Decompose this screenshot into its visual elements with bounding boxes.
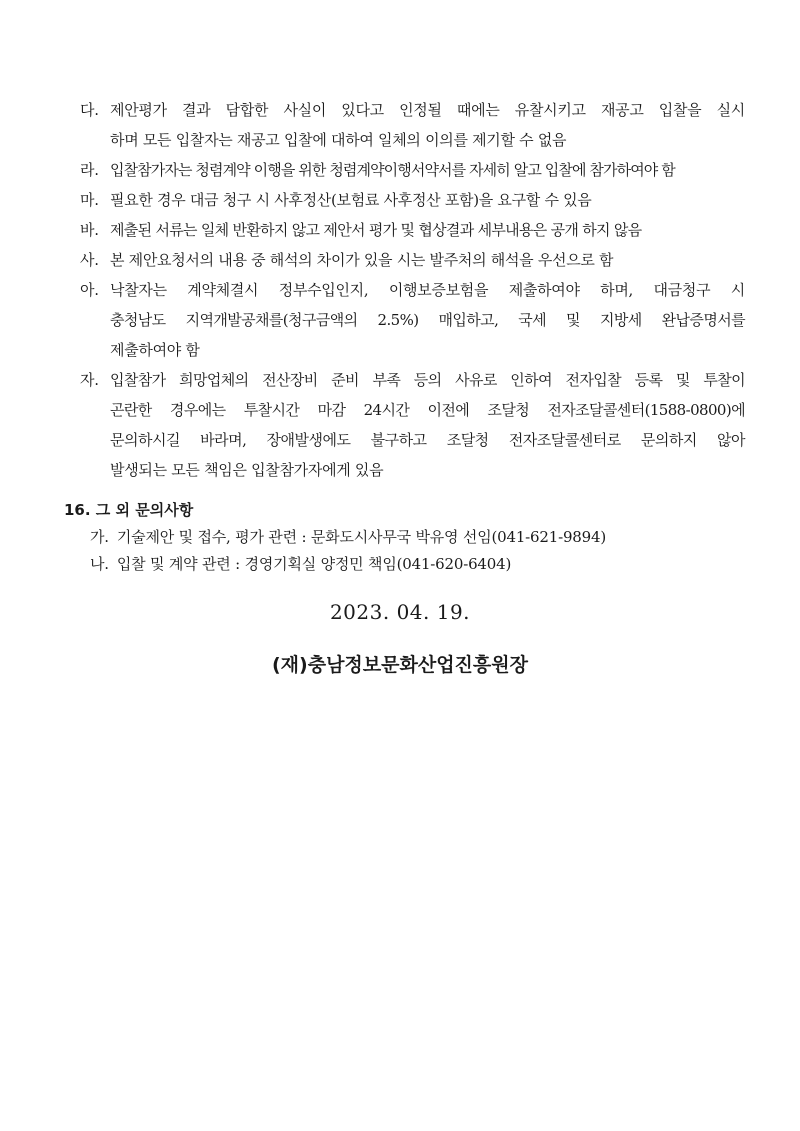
item-marker: 가.	[90, 528, 109, 546]
list-item-sa	[80, 245, 745, 275]
item-text-line: 문의하시길 바라며, 장애발생에도 불구하고 조달청 전자조달콜센터로 문의하지 않아	[110, 431, 745, 449]
item-text-line: 곤란한 경우에는 투찰시간 마감 24시간 이전에 조달청 전자조달콜센터(1588-0800)에	[110, 401, 745, 419]
item-text-line: 입찰참가자는 청렴계약 이행을 위한 청렴계약이행서약서를 자세히 알고 입찰에 참가하여야 함	[110, 161, 675, 179]
item-text-line: 하며 모든 입찰자는 재공고 입찰에 대하여 일체의 이의를 제기할 수 없음	[110, 131, 567, 149]
item-text-line: 발생되는 모든 책임은 입찰참가자에게 있음	[110, 461, 384, 479]
issuing-organization: (재)충남정보문화산업진흥원장	[272, 654, 528, 676]
section-heading: 16. 그 외 문의사항	[64, 501, 194, 519]
contact-text: 입찰 및 계약 관련 : 경영기획실 양정민 책임(041-620-6404)	[116, 555, 512, 573]
list-item-ma	[80, 185, 745, 215]
list-item-a	[80, 275, 745, 365]
list-item-ra	[80, 155, 745, 185]
item-text-line: 낙찰자는 계약체결시 정부수입인지, 이행보증보험을 제출하여야 하며, 대금청구 시	[110, 281, 745, 299]
contact-item	[90, 551, 511, 577]
item-text-line: 필요한 경우 대금 청구 시 사후정산(보험료 사후정산 포함)을 요구할 수 있음	[110, 191, 592, 209]
list-item-ja	[80, 365, 745, 485]
list-item-ba	[80, 215, 745, 245]
item-marker: 바.	[80, 221, 99, 239]
contact-item	[90, 524, 606, 550]
document-date: 2023. 04. 19.	[329, 600, 471, 624]
item-marker: 다.	[80, 101, 99, 119]
item-marker: 나.	[90, 555, 109, 573]
item-text-line: 제출된 서류는 일체 반환하지 않고 제안서 평가 및 협상결과 세부내용은 공개 하지 않음	[110, 221, 642, 239]
item-marker: 아.	[80, 281, 99, 299]
item-marker: 사.	[80, 251, 99, 269]
list-item-da	[80, 95, 745, 155]
item-text-line: 본 제안요청서의 내용 중 해석의 차이가 있을 시는 발주처의 해석을 우선으로 함	[110, 251, 614, 269]
item-marker: 자.	[80, 371, 99, 389]
item-text-line: 제출하여야 함	[110, 341, 200, 359]
item-text-line: 제안평가 결과 담합한 사실이 있다고 인정될 때에는 유찰시키고 재공고 입찰을 실시	[110, 101, 745, 119]
item-marker: 마.	[80, 191, 99, 209]
item-text-line: 충청남도 지역개발공채를(청구금액의 2.5%) 매입하고, 국세 및 지방세 완납증명서를	[110, 311, 745, 329]
item-text-line: 입찰참가 희망업체의 전산장비 준비 부족 등의 사유로 인하여 전자입찰 등록 및 투찰이	[110, 371, 745, 389]
item-marker: 라.	[80, 161, 99, 179]
contact-text: 기술제안 및 접수, 평가 관련 : 문화도시사무국 박유영 선임(041-621-9894)	[116, 528, 606, 546]
